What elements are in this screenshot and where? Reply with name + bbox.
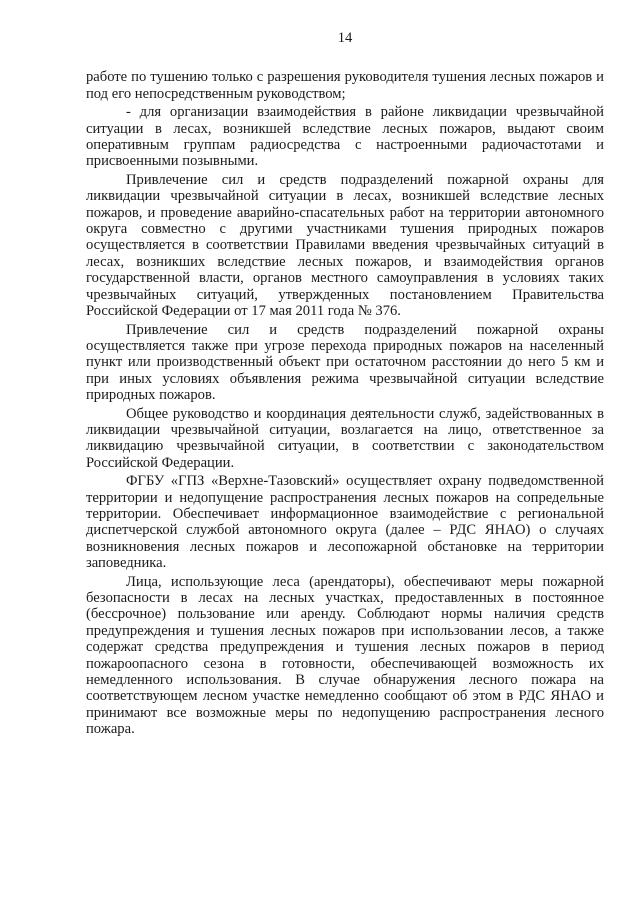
paragraph-forest-users: Лица, использующие леса (арендаторы), обеспечивают меры пожарной безопасности в лесах на лесных участках, предоставленных в постоянное (бессрочное) пользование или аренду. Соблюдают нормы наличия средств предупреждения и тушения лесных пожаров при использовании лесов, а также содержат средства предупреждения и тушения лесных пожаров в период пожароопасного сезона в готовности, обеспечивающей возможность их немедленного использования. В случае обнаружения лесного пожара на соответствующем лесном участке немедленно сообщают об этом в РДС ЯНАО и принимают все возможные меры по недопущению распространения лесного пожара.: [86, 573, 604, 738]
document-page: [86, 30, 604, 738]
paragraph-reserve-protection: ФГБУ «ГПЗ «Верхне-Тазовский» осуществляет охрану подведомственной территории и недопущение распространения лесных пожаров на сопредельные территории. Обеспечивает информационное взаимодействие с региональной диспетчерской службой автономного округа (далее – РДС ЯНАО) о случаях возникновения лесных пожаров и лесопожарной обстановке на территории заповедника.: [86, 473, 604, 572]
page-number: 14: [337, 30, 353, 46]
paragraph-fire-threat-settlement: Привлечение сил и средств подразделений пожарной охраны осуществляется также при угрозе перехода природных пожаров на населенный пункт или производственный объект при остаточном расстоянии до него 5 км и при иных условиях объявления режима чрезвычайной ситуации вследствие природных пожаров.: [86, 321, 604, 404]
paragraph-fire-forces-involvement: Привлечение сил и средств подразделений пожарной охраны для ликвидации чрезвычайной ситуации в лесах, возникшей вследствие лесных пожаров, и проведение аварийно-спасательных работ на территории автономного округа совместно с другими участниками тушения природных пожаров осуществляется в соответствии Правилами введения чрезвычайных ситуаций в лесах, возникших вследствие лесных пожаров, и взаимодействия органов государственной власти, органов местного самоуправления в условиях таких чрезвычайных ситуаций, утвержденных постановлением Правительства Российской Федерации от 17 мая 2011 года № 376.: [86, 171, 604, 320]
paragraph-continuation: работе по тушению только с разрешения руководителя тушения лесных пожаров и под его непосредственным руководством;: [86, 69, 604, 102]
paragraph-radio-interaction: - для организации взаимодействия в районе ликвидации чрезвычайной ситуации в лесах, возникшей вследствие лесных пожаров, выдают своим оперативным группам радиосредства с настроенными радиочастотами и присвоенными позывными.: [86, 104, 604, 170]
paragraph-general-coordination: Общее руководство и координация деятельности служб, задействованных в ликвидации чрезвычайной ситуации, возлагается на лицо, ответственное за ликвидацию чрезвычайной ситуации, в соответствии с законодательством Российской Федерации.: [86, 405, 604, 471]
